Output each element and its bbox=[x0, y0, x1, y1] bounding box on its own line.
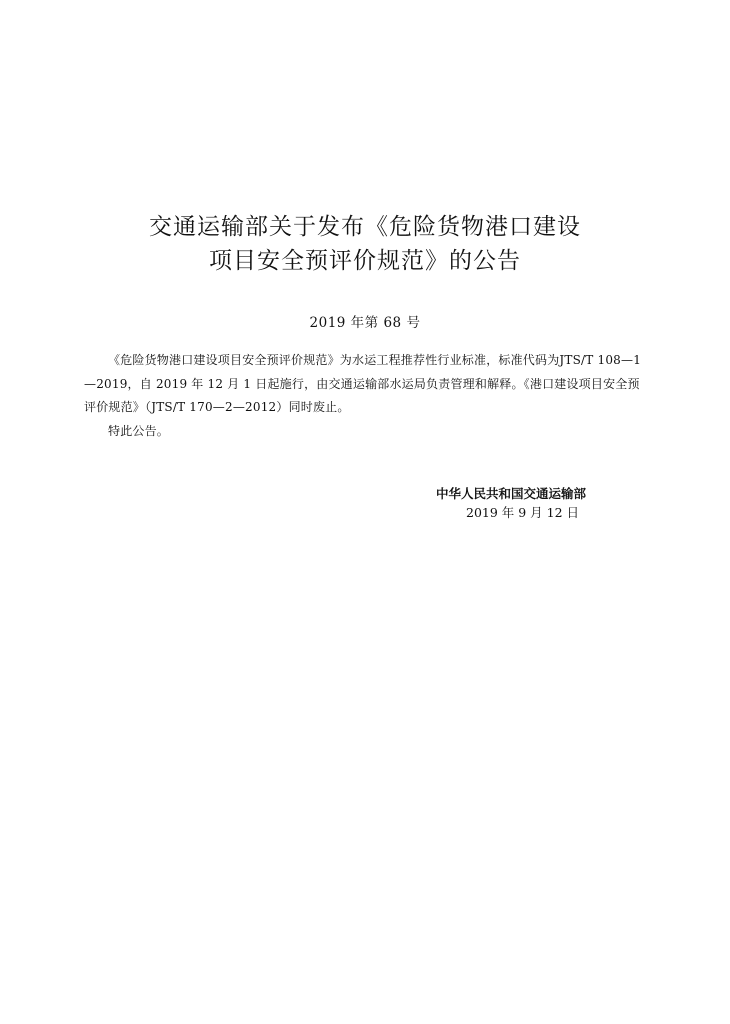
announcement-number: 2019 年第 68 号 bbox=[309, 315, 421, 331]
announcement-title-line-1: 交通运输部关于发布《危险货物港口建设 bbox=[149, 214, 581, 240]
issue-date: 2019 年 9 月 12 日 bbox=[466, 505, 580, 520]
announcement-title-line-2: 项目安全预评价规范》的公告 bbox=[209, 248, 521, 274]
issuing-authority: 中华人民共和国交通运输部 bbox=[436, 486, 587, 501]
announcement-closing-paragraph: 特此公告。 bbox=[108, 424, 170, 438]
announcement-body-paragraph: 《危险货物港口建设项目安全预评价规范》为水运工程推荐性行业标准，标准代码为JTS/T 108—1—2019，自 2019 年 12 月 1 日起施行，由交通运输部水运局负责管理和解释。《港口建设项目安全预评价规范》（JTS/T 170—2—2012）同时废止。 bbox=[84, 353, 642, 414]
